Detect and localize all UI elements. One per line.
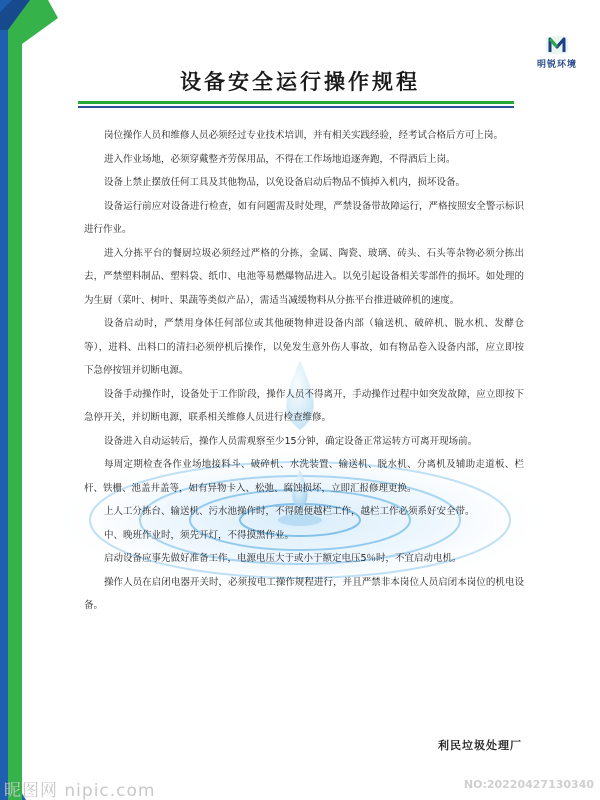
paragraph: 操作人员在启闭电器开关时，必须按电工操作规程进行，并且严禁非本岗位人员启闭本岗位的机电设备。 [84, 576, 524, 611]
image-number: NO:20220427130340 [463, 778, 594, 791]
paragraph: 设备运行前应对设备进行检查，如有问题需及时处理，严禁设备带故障运行，严格按照安全警示标识进行作业。 [84, 200, 524, 235]
paragraph: 设备启动时，严禁用身体任何部位或其他硬物伸进设备内部（输送机、破碎机、脱水机、发酵仓等），进料、出料口的清扫必须停机后操作，以免发生意外伤人事故，如有物品卷入设备内部，应立即按下急停按钮并切断电源。 [84, 318, 524, 376]
paragraph: 设备进入自动运转后，操作人员需观察至少15分钟，确定设备正常运转方可离开现场前。 [104, 435, 478, 447]
paragraph: 设备上禁止摆放任何工具及其他物品，以免设备启动后物品不慎掉入机内，损坏设备。 [104, 177, 466, 188]
paragraph: 每周定期检查各作业场地接料斗、破碎机、水洗装置、输送机、脱水机、分离机及辅助走道板、栏杆、铁栅、池盖井盖等，如有异物卡入、松弛、腐蚀损坏，立即汇报修理更换。 [84, 459, 524, 494]
paragraph: 进入作业场地，必须穿戴整齐劳保用品，不得在工作场地追逐奔跑，不得酒后上岗。 [104, 153, 456, 165]
paragraph: 中、晚班作业时，须先开灯，不得摸黑作业。 [104, 529, 295, 541]
paragraph: 进入分拣平台的餐厨垃圾必须经过严格的分拣，金属、陶瓷、玻璃、砖头、石头等杂物必须分拣出去，严禁塑料制品、塑料袋、纸巾、电池等易燃爆物品进入。以免引起设备相关零部件的损坏。如处理的为生厨（菜叶、树叶、果蔬等类似产品），需适当减缓物料从分拣平台推进破碎机的速度。 [84, 247, 524, 306]
brand-m-icon [545, 34, 569, 56]
watermark-text: 昵图网 nipic.com [4, 781, 156, 800]
title-underline-green [78, 101, 514, 104]
page-title: 设备安全运行操作规程 [180, 70, 420, 94]
paragraph: 上人工分拣台、输送机、污水池操作时，不得随便越栏工作，越栏工作必须系好安全带。 [104, 506, 475, 517]
paragraph: 设备手动操作时，设备处于工作阶段，操作人员不得离开，手动操作过程中如突发故障，应立即按下急停开关，并切断电源，联系相关维修人员进行检查维修。 [84, 388, 524, 423]
procedure-text [84, 124, 524, 618]
brand-name: 明锐环境 [536, 60, 577, 70]
issuer-signature: 利民垃圾处理厂 [438, 739, 522, 752]
paragraph: 岗位操作人员和维修人员必须经过专业技术培训，并有相关实践经验，经考试合格后方可上岗。 [104, 130, 504, 141]
paragraph: 启动设备应事先做好准备工作，电源电压大于或小于额定电压5％时，不宜启动电机。 [104, 553, 462, 564]
title-underline-blue [78, 106, 514, 108]
